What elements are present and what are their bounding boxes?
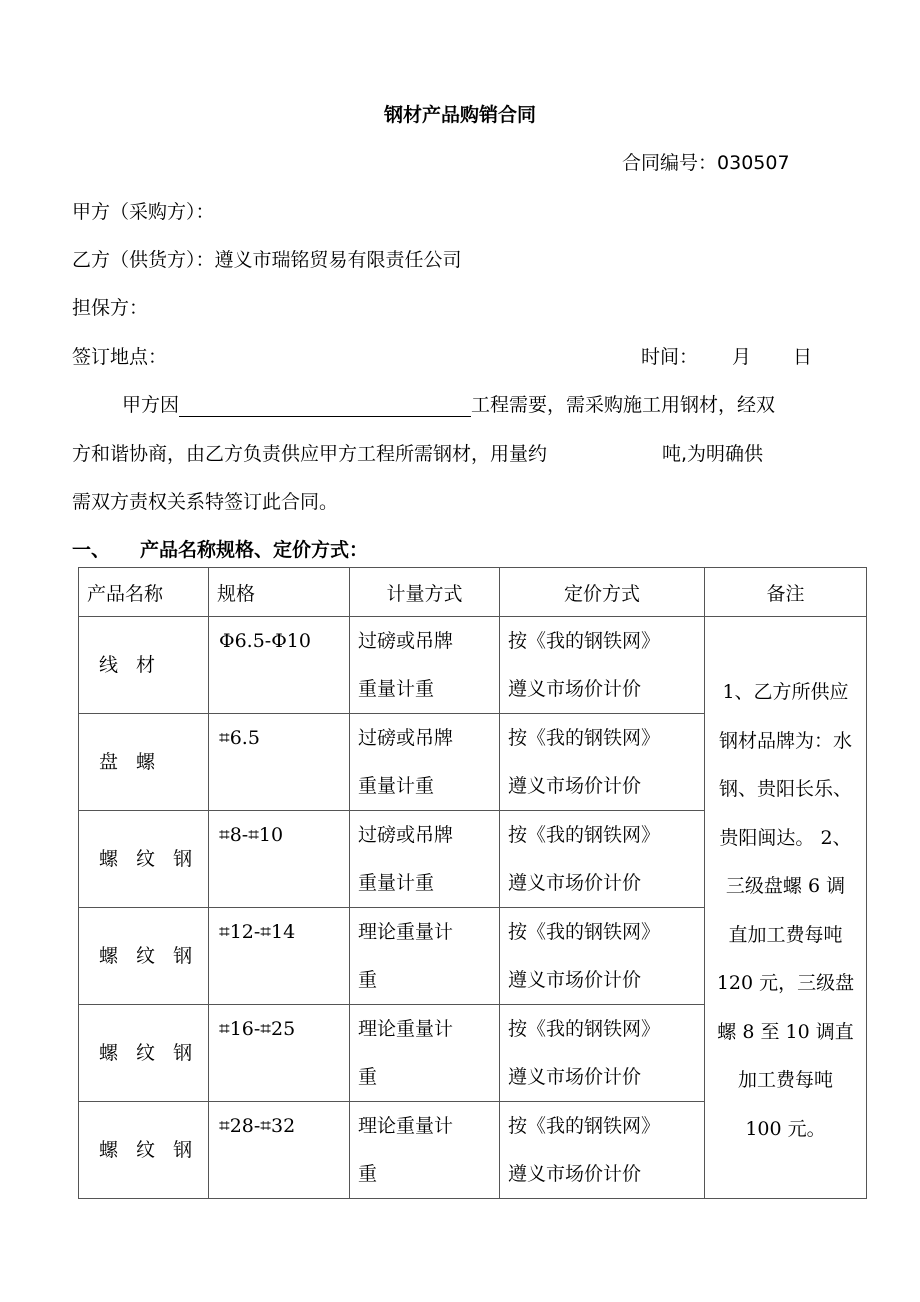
pricing-line: 遵义市场价计价 — [508, 969, 642, 991]
header-cell: 规格 — [209, 568, 350, 617]
pricing-line: 遵义市场价计价 — [508, 678, 642, 700]
measure-line: 重量计重 — [358, 678, 435, 700]
measure-line: 重 — [358, 1066, 378, 1088]
pricing-line: 遵义市场价计价 — [508, 872, 642, 894]
section-number: 一、 — [72, 539, 111, 561]
pricing-line: 按《我的钢铁网》 — [508, 727, 661, 749]
header-cell: 产品名称 — [79, 568, 209, 617]
para-text: 甲方因 — [122, 394, 180, 416]
month-label: 月 — [732, 346, 752, 368]
remarks-line: 加工费每吨 — [737, 1069, 833, 1091]
remarks-line: 钢材品牌为：水 — [718, 729, 852, 752]
product-spec: ⌗16-⌗25 — [219, 1018, 296, 1040]
party-a: 甲方（采购方）： — [72, 201, 215, 223]
remarks-line: 钢、贵阳长乐、 — [718, 778, 852, 800]
pricing-line: 按《我的钢铁网》 — [508, 1115, 661, 1137]
measure-line: 理论重量计 — [358, 1115, 454, 1137]
remarks-line: 直加工费每吨 — [728, 923, 843, 946]
product-name: 螺 纹 钢 — [99, 1042, 199, 1064]
product-spec: ⌗12-⌗14 — [219, 921, 296, 943]
product-table — [78, 567, 867, 1199]
product-name: 螺 纹 钢 — [99, 945, 199, 967]
contract-number-value: 030507 — [717, 152, 790, 174]
measure-line: 理论重量计 — [358, 921, 454, 943]
header-cell: 计量方式 — [350, 568, 500, 617]
party-b-name: 遵义市瑞铭贸易有限责任公司 — [214, 249, 462, 271]
remarks-line: 100 元。 — [745, 1117, 826, 1140]
measure-line: 重量计重 — [358, 775, 435, 797]
product-spec: ⌗28-⌗32 — [219, 1115, 296, 1137]
pricing-line: 按《我的钢铁网》 — [508, 824, 661, 846]
remarks-cell — [705, 617, 867, 1199]
project-name-blank — [179, 394, 471, 417]
section-title: 产品名称规格、定价方式： — [140, 539, 369, 561]
party-b-label: 乙方（供货方）： — [72, 249, 215, 271]
measure-line: 理论重量计 — [358, 1018, 454, 1040]
product-spec: ⌗8-⌗10 — [219, 824, 284, 846]
remarks-line: 螺 8 至 10 调直 — [717, 1020, 854, 1043]
product-name: 螺 纹 钢 — [99, 848, 199, 870]
pricing-line: 按《我的钢铁网》 — [508, 921, 661, 943]
measure-line: 重量计重 — [358, 872, 435, 894]
product-name: 线 材 — [99, 654, 162, 676]
table-header-row — [79, 568, 867, 617]
paragraph-line-1 — [122, 390, 775, 417]
product-spec: Φ6.5-Φ10 — [219, 630, 311, 652]
pricing-line: 遵义市场价计价 — [508, 1066, 642, 1088]
pricing-line: 按《我的钢铁网》 — [508, 630, 661, 652]
product-name: 盘 螺 — [99, 751, 162, 773]
paragraph-line-2 — [72, 439, 763, 466]
pricing-line: 按《我的钢铁网》 — [508, 1018, 661, 1040]
sign-place: 签订地点： — [72, 346, 168, 368]
paragraph-line-3: 需双方责权关系特签订此合同。 — [72, 491, 339, 513]
para-text: 方和谐协商，由乙方负责供应甲方工程所需钢材，用量约 — [72, 443, 548, 465]
product-spec: ⌗6.5 — [219, 727, 260, 749]
time-label: 时间： — [641, 346, 699, 368]
sign-time — [641, 342, 812, 369]
contract-number — [622, 148, 790, 175]
contract-number-label: 合同编号： — [622, 152, 718, 174]
para-text: 吨,为明确供 — [662, 443, 764, 465]
party-b — [72, 245, 462, 272]
remarks-line: 120 元，三级盘 — [716, 972, 855, 994]
pricing-line: 遵义市场价计价 — [508, 775, 642, 797]
measure-line: 过磅或吊牌 — [358, 824, 454, 846]
pricing-line: 遵义市场价计价 — [508, 1163, 642, 1185]
section-1-heading — [72, 535, 368, 562]
product-name: 螺 纹 钢 — [99, 1139, 199, 1161]
para-text: 工程需要，需采购施工用钢材，经双 — [471, 394, 776, 416]
remarks-line: 贵阳闽达。 2、 — [719, 826, 852, 849]
remarks-line: 1、乙方所供应 — [722, 681, 849, 703]
measure-line: 过磅或吊牌 — [358, 727, 454, 749]
day-label: 日 — [793, 346, 813, 368]
remarks-line: 三级盘螺 6 调 — [725, 875, 846, 897]
header-cell: 定价方式 — [500, 568, 705, 617]
header-cell: 备注 — [705, 568, 867, 617]
measure-line: 重 — [358, 1163, 378, 1185]
document-title: 钢材产品购销合同 — [383, 104, 536, 126]
measure-line: 过磅或吊牌 — [358, 630, 454, 652]
guarantor: 担保方： — [72, 297, 149, 319]
measure-line: 重 — [358, 969, 378, 991]
table-row — [79, 617, 867, 714]
